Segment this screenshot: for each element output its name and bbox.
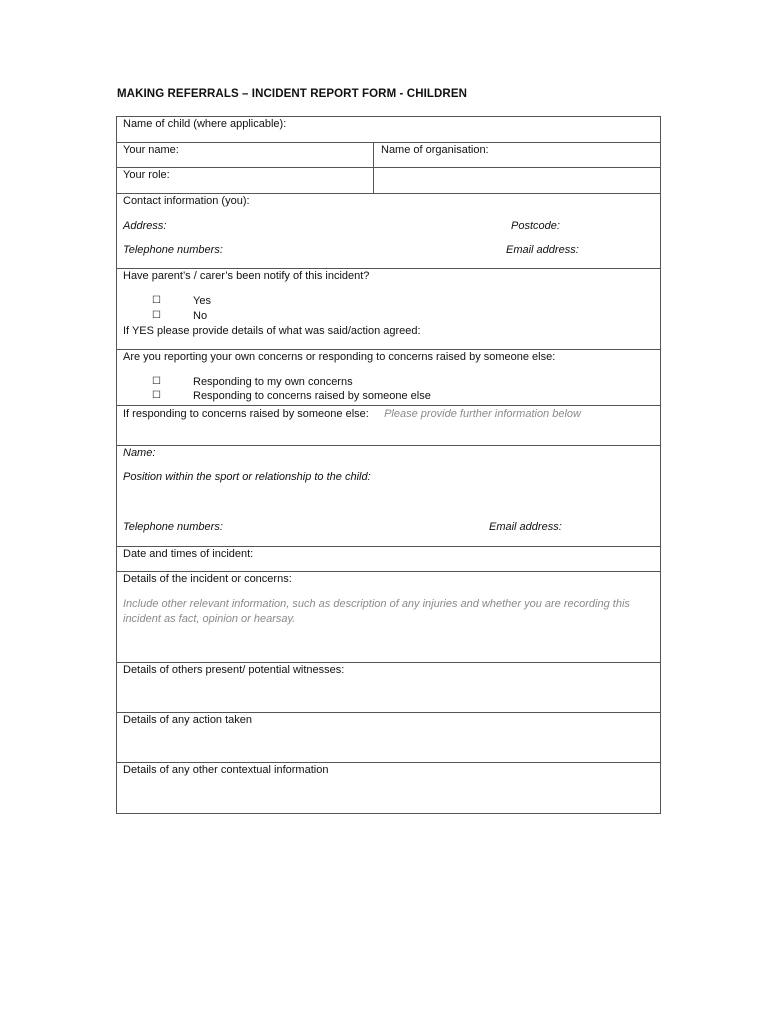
someone-else-prompt: If responding to concerns raised by someone else: bbox=[123, 408, 369, 420]
contact-info-label: Contact information (you): bbox=[123, 195, 250, 207]
role-empty-cell[interactable] bbox=[374, 168, 660, 193]
action-taken-row[interactable] bbox=[117, 713, 660, 763]
postcode-label: Postcode: bbox=[511, 220, 560, 232]
someone-else-checkbox[interactable]: ☐ bbox=[152, 390, 161, 401]
name-org-row bbox=[117, 143, 660, 168]
action-taken-label: Details of any action taken bbox=[123, 714, 253, 726]
parents-question: Have parent’s / carer’s been notify of this incident? bbox=[123, 270, 370, 282]
organisation-label: Name of organisation: bbox=[381, 144, 489, 156]
reporting-question: Are you reporting your own concerns or responding to concerns raised by someone else: bbox=[123, 351, 556, 363]
page-title: MAKING REFERRALS – INCIDENT REPORT FORM - CHILDREN bbox=[117, 88, 467, 100]
position-label: Position within the sport or relationship to the child: bbox=[123, 471, 371, 483]
contextual-info-label: Details of any other contextual information bbox=[123, 764, 329, 776]
yes-checkbox[interactable]: ☐ bbox=[152, 295, 161, 306]
child-name-label: Name of child (where applicable): bbox=[123, 118, 287, 130]
child-name-row[interactable] bbox=[117, 117, 660, 143]
witnesses-row[interactable] bbox=[117, 663, 660, 713]
your-role-field[interactable] bbox=[117, 168, 374, 193]
no-option-label: No bbox=[193, 310, 208, 322]
reporting-row bbox=[117, 350, 660, 406]
your-name-field[interactable] bbox=[117, 143, 374, 167]
someone-else-text bbox=[123, 407, 640, 422]
own-concerns-checkbox[interactable]: ☐ bbox=[152, 376, 161, 387]
incident-details-row[interactable] bbox=[117, 572, 660, 663]
your-name-label: Your name: bbox=[123, 144, 179, 156]
incident-report-form bbox=[116, 116, 661, 814]
someone-else-hint: Please provide further information below bbox=[384, 408, 581, 420]
other-email-label: Email address: bbox=[489, 521, 562, 533]
incident-details-hint: Include other relevant information, such as description of any injuries and whether you are recording this incident as fact, opinion or hearsay. bbox=[123, 598, 630, 625]
parents-notified-row bbox=[117, 269, 660, 350]
address-label: Address: bbox=[123, 220, 167, 232]
other-person-details-row[interactable] bbox=[117, 446, 660, 547]
contact-info-row[interactable] bbox=[117, 194, 660, 269]
contextual-info-row[interactable] bbox=[117, 763, 660, 813]
no-checkbox[interactable]: ☐ bbox=[152, 310, 161, 321]
parents-followup-label: If YES please provide details of what was said/action agreed: bbox=[123, 325, 421, 337]
telephone-label: Telephone numbers: bbox=[123, 244, 223, 256]
date-times-row[interactable] bbox=[117, 547, 660, 572]
email-label: Email address: bbox=[506, 244, 579, 256]
organisation-field[interactable] bbox=[374, 143, 660, 167]
date-times-label: Date and times of incident: bbox=[123, 548, 254, 560]
own-concerns-label: Responding to my own concerns bbox=[193, 376, 353, 388]
yes-option-label: Yes bbox=[193, 295, 211, 307]
someone-else-label: Responding to concerns raised by someone else bbox=[193, 390, 431, 402]
witnesses-label: Details of others present/ potential witnesses: bbox=[123, 664, 345, 676]
your-role-label: Your role: bbox=[123, 169, 170, 181]
incident-details-label: Details of the incident or concerns: bbox=[123, 573, 292, 585]
someone-else-row[interactable] bbox=[117, 406, 660, 446]
other-telephone-label: Telephone numbers: bbox=[123, 521, 223, 533]
role-row bbox=[117, 168, 660, 194]
other-name-label: Name: bbox=[123, 447, 156, 459]
